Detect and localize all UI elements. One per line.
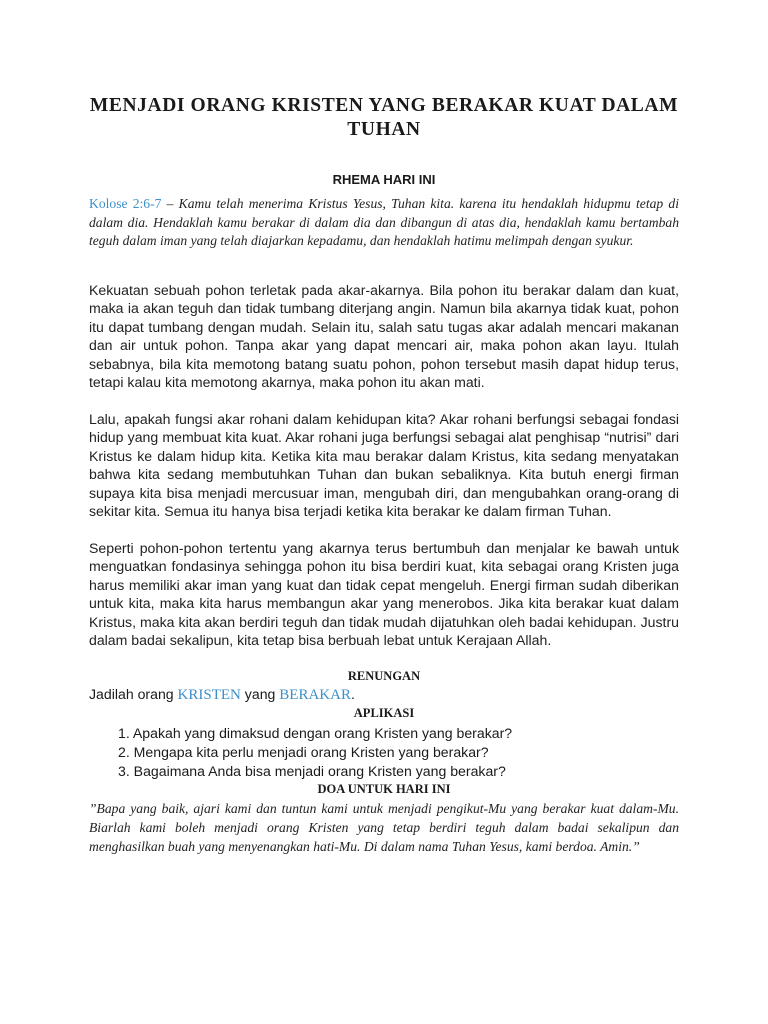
aplikasi-item-1: 1. Apakah yang dimaksud dengan orang Kristen yang berakar?: [118, 724, 513, 741]
aplikasi-item-3: 3. Bagaimana Anda bisa menjadi orang Kristen yang berakar?: [118, 762, 506, 779]
renungan-word-berakar: BERAKAR: [279, 686, 351, 703]
aplikasi-item-2: 2. Mengapa kita perlu menjadi orang Kristen yang berakar?: [118, 743, 489, 760]
doa-heading: DOA UNTUK HARI INI: [317, 781, 451, 796]
page-title: MENJADI ORANG KRISTEN YANG BERAKAR KUAT DALAM TUHAN: [89, 95, 679, 140]
aplikasi-heading: APLIKASI: [353, 705, 415, 720]
renungan-prefix: Jadilah orang: [89, 685, 178, 702]
renungan-heading: RENUNGAN: [347, 668, 421, 683]
aplikasi-list: [89, 724, 679, 781]
renungan-text: [89, 685, 679, 705]
verse-text: Kamu telah menerima Kristus Yesus, Tuhan kita. karena itu hendaklah hidupmu tetap di dalam dia. Hendaklah kamu berakar di dalam dia dan dibangun di atas dia, hendaklah kamu bertambah teguh dalam iman yang telah diajarkan kepadamu, dan hendaklah hatimu melimpah dengan syukur.: [89, 196, 679, 248]
body-paragraph-2: Lalu, apakah fungsi akar rohani dalam kehidupan kita? Akar rohani berfungsi sebagai fondasi hidup yang membuat kita kuat. Akar rohani juga berfungsi sebagai alat penghisap “nutrisi” dari Kristus ke dalam hidup kita. Ketika kita mau berakar dalam Kristus, kita sedang menyatakan bahwa kita sedang membutuhkan Tuhan dan bukan sebaliknya. Kita butuh energi firman supaya kita bisa menjadi mercusuar iman, mengubah diri, dan mengubahkan orang-orang di sekitar kita. Semua itu hanya bisa terjadi ketika kita berakar ke dalam firman Tuhan.: [89, 410, 679, 519]
renungan-suffix: .: [350, 685, 355, 702]
renungan-word-kristen: KRISTEN: [177, 686, 241, 703]
rhema-heading: RHEMA HARI INI: [332, 172, 436, 187]
body-paragraph-3: Seperti pohon-pohon tertentu yang akarnya terus bertumbuh dan menjalar ke bawah untuk menguatkan fondasinya sehingga pohon itu bisa berdiri kuat, kita sebagai orang Kristen juga harus memiliki akar iman yang kuat dan tidak cepat mengeluh. Energi firman sudah diberikan untuk kita, maka kita harus membangun akar yang menerobos. Jika kita berakar kuat dalam Kristus, maka kita akan berdiri teguh dan tidak mudah dijatuhkan oleh badai kehidupan. Justru dalam badai sekalipun, kita tetap bisa berbuah lebat untuk Kerajaan Allah.: [89, 539, 679, 648]
renungan-middle: yang: [240, 685, 280, 702]
doa-text: ”Bapa yang baik, ajari kami dan tuntun kami untuk menjadi pengikut-Mu yang berakar kuat dalam-Mu. Biarlah kami boleh menjadi orang Kristen yang tetap berdiri teguh dalam badai sekalipun dan menghasilkan buah yang menyenangkan hati-Mu. Di dalam nama Tuhan Yesus, kami berdoa. Amin.”: [89, 800, 679, 854]
verse-block: [89, 195, 679, 251]
verse-reference: Kolose 2:6-7: [89, 196, 162, 211]
body-paragraph-1: Kekuatan sebuah pohon terletak pada akar-akarnya. Bila pohon itu berakar dalam dan kuat, maka ia akan teguh dan tidak tumbang diterjang angin. Namun bila akarnya tidak kuat, pohon itu dapat tumbang dengan mudah. Selain itu, salah satu tugas akar adalah mencari makanan dan air untuk pohon. Tanpa akar yang dapat mencari air, maka pohon akan layu. Itulah sebabnya, bila kita memotong batang suatu pohon, pohon tersebut masih dapat hidup terus, tetapi kalau kita memotong akarnya, maka pohon itu akan mati.: [89, 281, 679, 390]
verse-separator: –: [161, 196, 179, 211]
